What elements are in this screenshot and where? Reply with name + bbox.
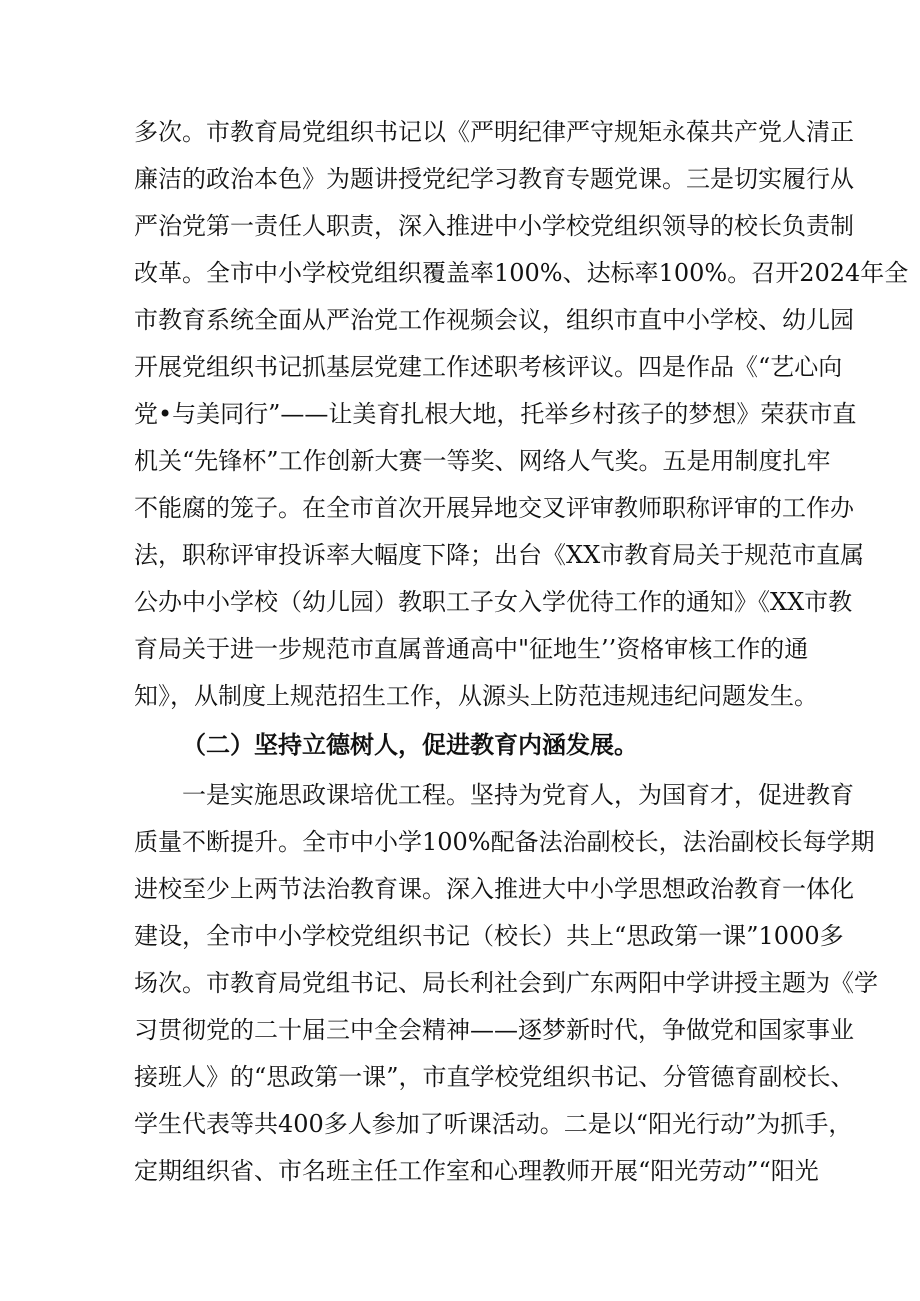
paragraph2-line-4: 建设，全市中小学校党组织书记（校长）共上“思政第一课”1000多: [134, 922, 844, 950]
section-heading: （二）坚持立德树人，促进教育内涵发展。: [182, 730, 638, 759]
paragraph2-line-1: 一是实施思政课培优工程。坚持为党育人，为国育才，促进教育: [182, 781, 854, 809]
paragraph2-line-8: 学生代表等共400多人参加了听课活动。二是以“阳光行动”为抓手，: [134, 1110, 853, 1138]
paragraph1-line-13: 知》，从制度上规范招生工作，从源头上防范违规违纪问题发生。: [134, 682, 818, 710]
paragraph2-line-2: 质量不断提升。全市中小学100%配备法治副校长，法治副校长每学期: [134, 828, 875, 856]
paragraph1-line-2: 廉洁的政治本色》为题讲授党纪学习教育专题党课。三是切实履行从: [134, 165, 854, 193]
paragraph1-line-5: 市教育系统全面从严治党工作视频会议，组织市直中小学校、幼儿园: [134, 306, 854, 334]
paragraph2-line-6: 习贯彻党的二十届三中全会精神——逐梦新时代，争做党和国家事业: [134, 1016, 854, 1044]
paragraph1-line-7: 党•与美同行”——让美育扎根大地，托举乡村孩子的梦想》荣获市直: [134, 400, 857, 428]
paragraph2-line-7: 接班人》的“思政第一课”，市直学校党组织书记、分管德育副校长、: [134, 1063, 855, 1091]
paragraph1-line-6: 开展党组织书记抓基层党建工作述职考核评议。四是作品《“艺心向: [134, 353, 843, 381]
paragraph1-line-1: 多次。市教育局党组织书记以《严明纪律严守规矩永葆共产党人清正: [134, 118, 854, 146]
paragraph1-line-12: 育局关于进一步规范市直属普通高中"征地生’’资格审核工作的通: [134, 635, 809, 663]
paragraph2-line-5: 场次。市教育局党组书记、局长利社会到广东两阳中学讲授主题为《学: [134, 969, 878, 997]
paragraph1-line-8: 机关“先锋杯”工作创新大赛一等奖、网络人气奖。五是用制度扎牢: [134, 447, 831, 475]
paragraph2-line-9: 定期组织省、市名班主任工作室和心理教师开展“阳光劳动”“阳光: [134, 1157, 819, 1185]
document-body: [134, 0, 909, 1301]
paragraph1-line-4: 改革。全市中小学校党组织覆盖率100%、达标率100%。召开2024年全: [134, 259, 909, 287]
paragraph1-line-9: 不能腐的笼子。在全市首次开展异地交叉评审教师职称评审的工作办: [134, 494, 854, 522]
paragraph1-line-3: 严治党第一责任人职责，深入推进中小学校党组织领导的校长负责制: [134, 212, 854, 240]
paragraph2-line-3: 进校至少上两节法治教育课。深入推进大中小学思想政治教育一体化: [134, 875, 854, 903]
paragraph1-line-10: 法，职称评审投诉率大幅度下降；出台《XX市教育局关于规范市直属: [134, 541, 865, 569]
paragraph1-line-11: 公办中小学校（幼儿园）教职工子女入学优待工作的通知》《XX市教: [134, 588, 853, 616]
